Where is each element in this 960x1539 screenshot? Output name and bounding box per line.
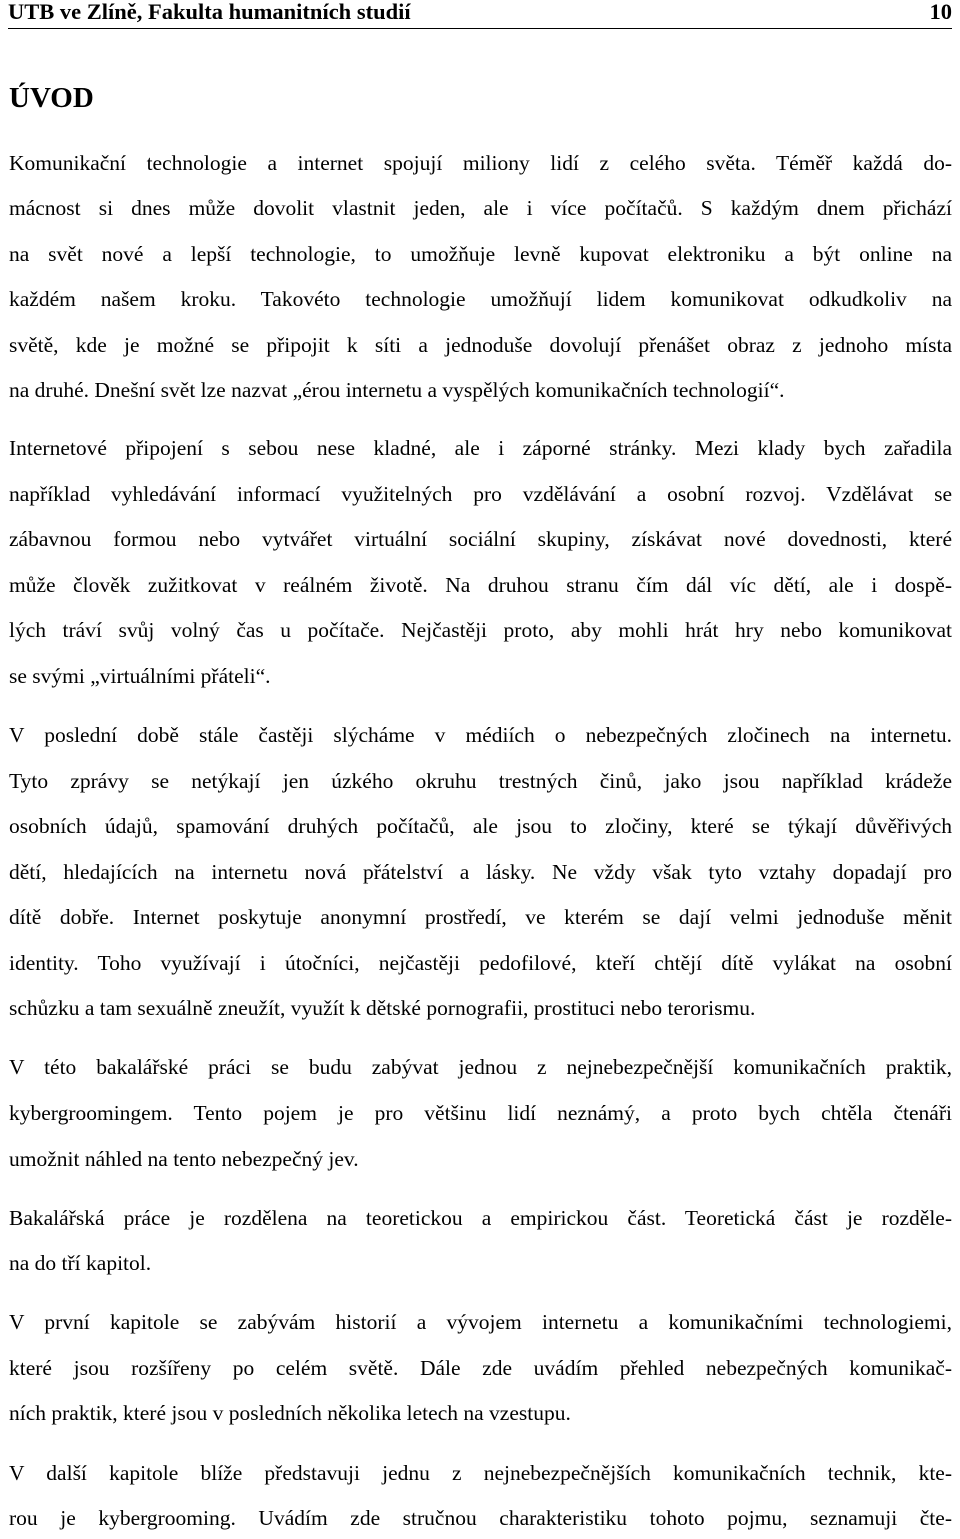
text-line: V další kapitole blíže představuji jednu z nejnebezpečnějších komunikačních technik, kte- (9, 1461, 952, 1485)
text-line: například vyhledávání informací využitelných pro vzdělávání a osobní rozvoj. Vzdělávat se (9, 482, 952, 506)
chapter-heading: ÚVOD (9, 82, 94, 114)
text-line: ních praktik, které jsou v posledních několika letech na vzestupu. (9, 1401, 571, 1425)
text-line: Tyto zprávy se netýkají jen úzkého okruhu trestných činů, jako jsou například krádeže (9, 769, 952, 793)
text-line: na svět nové a lepší technologie, to umožňuje levně kupovat elektroniku a být online na (9, 242, 952, 266)
text-line: lých tráví svůj volný čas u počítače. Nejčastěji proto, aby mohli hrát hry nebo komunikovat (9, 618, 952, 642)
text-line: V poslední době stále častěji slýcháme v médiích o nebezpečných zločinech na internetu. (9, 723, 952, 747)
text-line: Komunikační technologie a internet spojují miliony lidí z celého světa. Téměř každá do- (9, 151, 952, 175)
text-line: může člověk zužitkovat v reálném životě. Na druhou stranu čím dál víc dětí, ale i dospě- (9, 573, 952, 597)
text-line: každém našem kroku. Takovéto technologie umožňují lidem komunikovat odkudkoliv na (9, 287, 952, 311)
text-line: umožnit náhled na tento nebezpečný jev. (9, 1147, 359, 1171)
text-line: Bakalářská práce je rozdělena na teoretickou a empirickou část. Teoretická část je rozděle- (9, 1206, 952, 1230)
text-line: světě, kde je možné se připojit k síti a jednoduše dovolují přenášet obraz z jednoho místa (9, 333, 952, 357)
text-line: mácnost si dnes může dovolit vlastnit jeden, ale i více počítačů. S každým dnem přichází (9, 196, 952, 220)
text-line: identity. Toho využívají i útočníci, nejčastěji pedofilové, kteří chtějí dítě vylákat na osobní (9, 951, 952, 975)
running-header (8, 0, 952, 29)
text-line: které jsou rozšířeny po celém světě. Dále zde uvádím přehled nebezpečných komunikač- (9, 1356, 952, 1380)
text-line: Internetové připojení s sebou nese kladné, ale i záporné stránky. Mezi klady bych zařadila (9, 436, 952, 460)
text-line: dětí, hledajících na internetu nová přátelství a lásky. Ne vždy však tyto vztahy dopadají pro (9, 860, 952, 884)
text-line: na do tří kapitol. (9, 1251, 152, 1275)
text-line: V této bakalářské práci se budu zabývat jednou z nejnebezpečnější komunikačních praktik, (9, 1055, 952, 1079)
text-line: se svými „virtuálními přáteli“. (9, 664, 271, 688)
page-number: 10 (929, 0, 952, 24)
text-line: schůzku a tam sexuálně zneužít, využít k dětské pornografii, prostituci nebo terorismu. (9, 996, 756, 1020)
text-line: na druhé. Dnešní svět lze nazvat „érou internetu a vyspělých komunikačních technologií“. (9, 378, 785, 402)
text-line: rou je kybergrooming. Uvádím zde stručnou charakteristiku tohoto pojmu, seznamuji čte- (9, 1506, 952, 1530)
text-line: dítě dobře. Internet poskytuje anonymní prostředí, ve kterém se dají velmi jednoduše měnit (9, 905, 952, 929)
header-title: UTB ve Zlíně, Fakulta humanitních studií (8, 0, 411, 24)
text-line: osobních údajů, spamování druhých počítačů, ale jsou to zločiny, které se týkají důvěřivých (9, 814, 952, 838)
text-line: zábavnou formou nebo vytvářet virtuální sociální skupiny, získávat nové dovednosti, které (9, 527, 952, 551)
text-line: V první kapitole se zabývám historií a vývojem internetu a komunikačními technologiemi, (9, 1310, 952, 1334)
text-line: kybergroomingem. Tento pojem je pro většinu lidí neznámý, a proto bych chtěla čtenáři (9, 1101, 952, 1125)
